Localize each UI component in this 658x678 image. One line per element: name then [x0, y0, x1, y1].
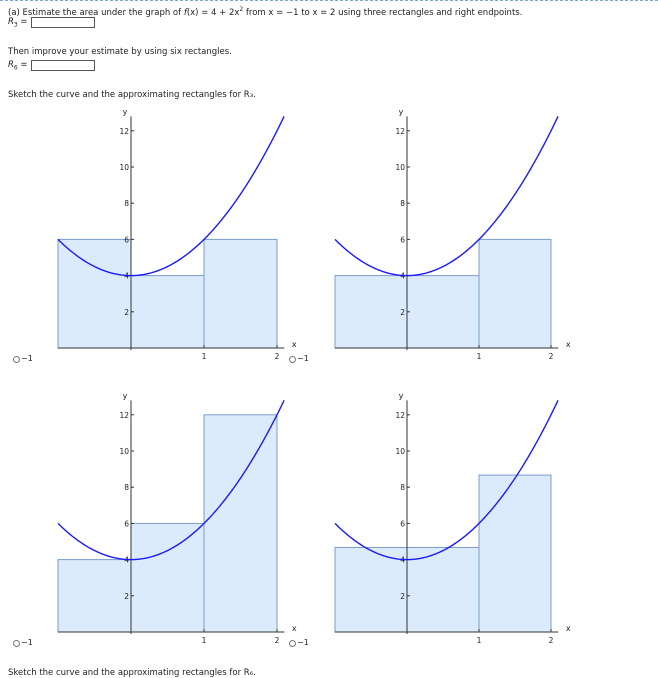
graph-top-right-y-label: y — [398, 107, 404, 117]
graph-bottom-left-x-tick-label: 2 — [274, 636, 280, 645]
graph-top-right-y-tick-label: 2 — [400, 307, 405, 317]
graph-bottom-left-x-tick-label: 1 — [201, 636, 207, 645]
improve-text: Then improve your estimate by using six rectangles. — [8, 47, 232, 57]
graph-top-right-y-tick-label: 8 — [400, 199, 405, 209]
graph-bottom-left-y-tick-label: 10 — [119, 447, 129, 456]
graph-bottom-right-y-tick-label: 2 — [400, 591, 405, 601]
graph-bottom-right-y-tick-label: 4 — [400, 555, 405, 565]
graph-top-left-rectangle — [204, 239, 277, 348]
graph-bottom-right-x-tick-label: 1 — [476, 636, 482, 645]
graph-top-left-x-label: x — [291, 340, 297, 349]
graph-bottom-left-y-tick-label: 8 — [124, 483, 129, 493]
graph-bottom-left-y-tick-label: 2 — [124, 591, 129, 601]
question-a-text: (a) Estimate the area under the graph of $f(x) = 4 + 2x^2$ from x = −1 to x = 2 using three rectangles and right endpoints. — [8, 6, 523, 18]
graph-bottom-left-y-tick-label: 12 — [119, 410, 129, 420]
graph-bottom-right-y-tick-label: 12 — [395, 410, 405, 420]
sketch-r6-text: Sketch the curve and the approximating rectangles for R₆. — [8, 668, 256, 678]
graph-top-left-y-label: y — [122, 107, 128, 117]
graph-top-left-y-tick-label: 6 — [124, 235, 129, 245]
graph-bottom-right-x-tick-label: 2 — [548, 636, 554, 645]
graph-bottom-right-y-tick-label: 8 — [400, 483, 405, 493]
graph-bottom-left-y-label: y — [122, 391, 128, 401]
graph-top-left-y-tick-label: 12 — [119, 126, 129, 136]
graph-top-right-x-tick-label: 1 — [476, 352, 482, 361]
graph-top-right-x-label: x — [565, 340, 571, 349]
graph-bottom-right-y-tick-label: 6 — [400, 519, 405, 529]
graph-top-right-y-tick-label: 4 — [400, 271, 405, 281]
graph-top-right-rectangle — [335, 276, 407, 348]
graph-bottom-right-rectangle — [335, 547, 407, 632]
option-radio-label: −1 — [297, 638, 309, 647]
graph-bottom-right-x-label: x — [565, 624, 571, 633]
option-radio-label: −1 — [297, 354, 309, 363]
sketch-r3-text: Sketch the curve and the approximating rectangles for R₃. — [8, 90, 256, 100]
graph-bottom-right-y-tick-label: 10 — [395, 447, 405, 456]
r6-label: $R_6$ = — [8, 60, 28, 72]
graph-bottom-left-y-tick-label: 6 — [124, 519, 129, 529]
graph-bottom-left-y-tick-label: 4 — [124, 555, 129, 565]
graph-top-left-y-tick-label: 4 — [124, 271, 129, 281]
graph-top-left-y-tick-label: 2 — [124, 307, 129, 317]
option-radio-label: −1 — [21, 638, 33, 647]
r3-label: $R_3$ = — [8, 17, 28, 29]
graph-top-right-rectangle — [407, 276, 479, 348]
graph-bottom-right-rectangle — [407, 547, 479, 632]
graph-top-right-y-tick-label: 6 — [400, 235, 405, 245]
graph-top-left-y-tick-label: 10 — [119, 163, 129, 172]
graph-bottom-left-rectangle — [58, 560, 131, 632]
graph-bottom-left-rectangle — [204, 415, 277, 632]
graph-bottom-left-x-label: x — [291, 624, 297, 633]
graph-top-left-y-tick-label: 8 — [124, 199, 129, 209]
graph-top-right-y-tick-label: 10 — [395, 163, 405, 172]
graph-top-left-rectangle — [58, 239, 131, 348]
graph-top-left-x-tick-label: 1 — [201, 352, 207, 361]
graph-top-left-x-tick-label: 2 — [274, 352, 280, 361]
graph-top-right-y-tick-label: 12 — [395, 126, 405, 136]
graph-top-left-rectangle — [131, 276, 204, 348]
graph-top-right-x-tick-label: 2 — [548, 352, 554, 361]
graph-bottom-right-y-label: y — [398, 391, 404, 401]
graph-bottom-left-rectangle — [131, 523, 204, 632]
option-radio-label: −1 — [21, 354, 33, 363]
graph-bottom-right-rectangle — [479, 475, 551, 632]
graph-top-right-rectangle — [479, 239, 551, 348]
